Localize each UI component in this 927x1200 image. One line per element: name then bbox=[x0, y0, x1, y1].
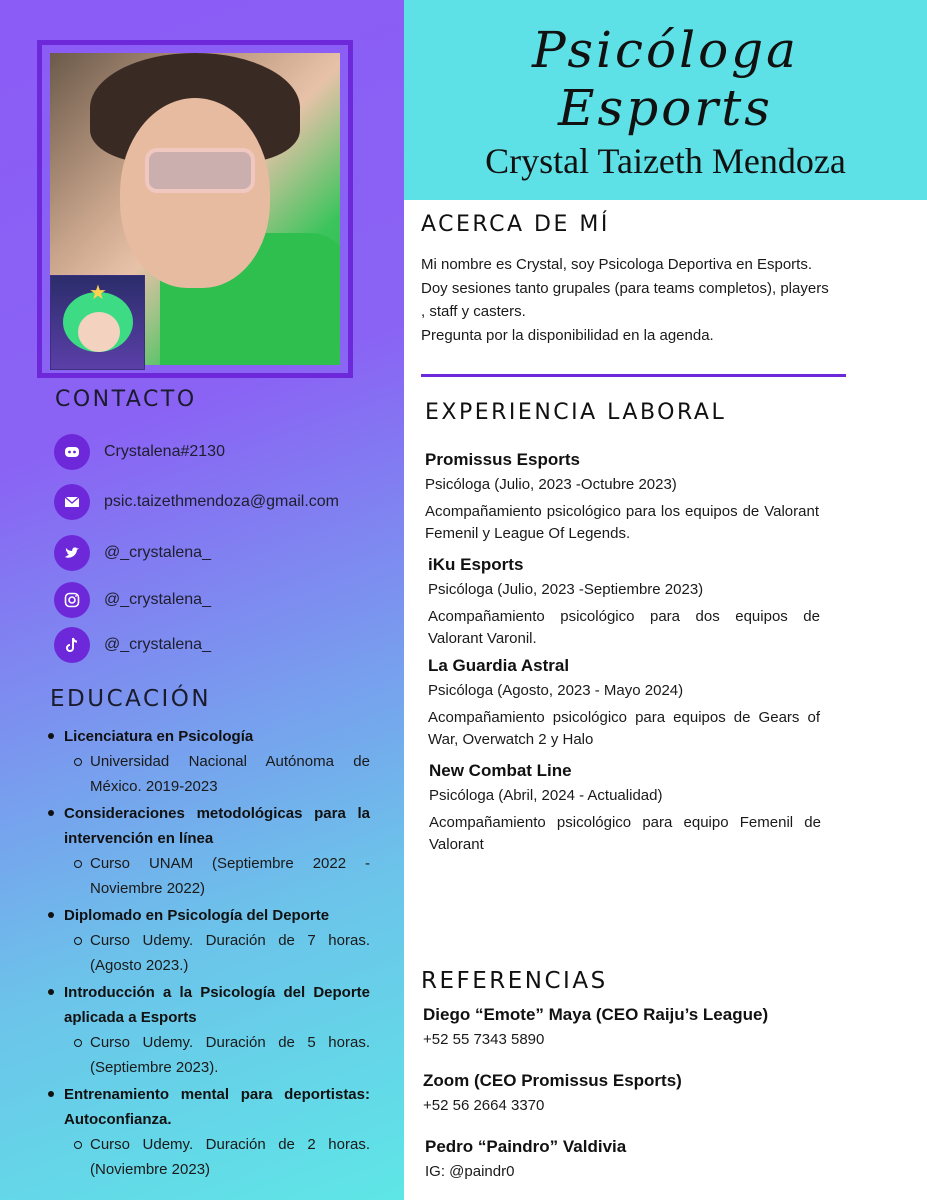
job-role: Psicóloga (Julio, 2023 -Octubre 2023) bbox=[425, 476, 677, 493]
reference-phone: +52 55 7343 5890 bbox=[423, 1031, 545, 1048]
contact-instagram[interactable] bbox=[54, 582, 211, 618]
education-title: Introducción a la Psicología del Deporte aplicada a Esports bbox=[64, 984, 370, 1026]
job-role: Psicóloga (Julio, 2023 -Septiembre 2023) bbox=[428, 581, 704, 598]
job-entry bbox=[428, 653, 820, 751]
education-detail: Curso Udemy. Duración de 7 horas. (Agosto 2023.) bbox=[64, 928, 370, 978]
script-title-line1: Psicóloga bbox=[532, 21, 799, 79]
education-title: Licenciatura en Psicología bbox=[64, 728, 254, 745]
instagram-icon bbox=[54, 582, 90, 618]
job-entry bbox=[425, 447, 819, 545]
list-item bbox=[48, 980, 370, 1080]
education-title: Entrenamiento mental para deportistas: Autoconfianza. bbox=[64, 1086, 370, 1128]
contact-tiktok-text: @_crystalena_ bbox=[104, 636, 211, 653]
contact-twitter-text: @_crystalena_ bbox=[104, 544, 211, 561]
about-line: , staff y casters. bbox=[421, 303, 526, 320]
reference-entry bbox=[423, 1002, 863, 1052]
photo-face bbox=[120, 98, 270, 288]
about-text bbox=[421, 253, 846, 347]
discord-icon bbox=[54, 434, 90, 470]
job-company: Promissus Esports bbox=[425, 450, 580, 469]
references-heading: REFERENCIAS bbox=[421, 968, 608, 994]
script-title-line2: Esports bbox=[558, 79, 773, 137]
contact-discord[interactable] bbox=[54, 434, 225, 470]
job-company: New Combat Line bbox=[429, 761, 572, 780]
job-description: Acompañamiento psicológico para equipos de Gears of War, Overwatch 2 y Halo bbox=[428, 709, 820, 748]
list-item bbox=[48, 724, 370, 799]
section-divider bbox=[421, 374, 846, 377]
job-entry bbox=[429, 758, 821, 856]
about-line: Doy sesiones tanto grupales (para teams completos), players bbox=[421, 279, 829, 297]
contact-email[interactable] bbox=[54, 484, 339, 520]
education-detail: Curso UNAM (Septiembre 2022 - Noviembre 2022) bbox=[64, 851, 370, 901]
contact-twitter[interactable] bbox=[54, 535, 211, 571]
reference-entry bbox=[425, 1134, 865, 1184]
education-detail: Universidad Nacional Autónoma de México. 2019-2023 bbox=[64, 749, 370, 799]
reference-instagram: IG: @paindr0 bbox=[425, 1163, 515, 1180]
contact-email-text: psic.taizethmendoza@gmail.com bbox=[104, 493, 340, 510]
contact-tiktok[interactable] bbox=[54, 627, 211, 663]
photo-glasses bbox=[145, 148, 255, 193]
contact-instagram-text: @_crystalena_ bbox=[104, 591, 211, 608]
job-role: Psicóloga (Agosto, 2023 - Mayo 2024) bbox=[428, 682, 684, 699]
person-name: Crystal Taizeth Mendoza bbox=[485, 141, 846, 181]
email-icon bbox=[54, 484, 90, 520]
list-item bbox=[48, 1082, 370, 1182]
reference-entry bbox=[423, 1068, 863, 1118]
experience-heading: EXPERIENCIA LABORAL bbox=[425, 400, 727, 425]
reference-name: Diego “Emote” Maya (CEO Raiju’s League) bbox=[423, 1005, 769, 1024]
job-company: iKu Esports bbox=[428, 555, 524, 574]
contact-heading: CONTACTO bbox=[55, 387, 197, 412]
reference-name: Zoom (CEO Promissus Esports) bbox=[423, 1071, 682, 1090]
reference-phone: +52 56 2664 3370 bbox=[423, 1097, 545, 1114]
avatar-face bbox=[78, 312, 120, 352]
reference-name: Pedro “Paindro” Valdivia bbox=[425, 1137, 627, 1156]
education-heading: EDUCACIÓN bbox=[50, 686, 212, 712]
star-icon: ★ bbox=[89, 280, 107, 304]
twitter-icon bbox=[54, 535, 90, 571]
education-list bbox=[48, 724, 370, 1184]
education-detail: Curso Udemy. Duración de 2 horas. (Noviembre 2023) bbox=[64, 1132, 370, 1182]
education-detail: Curso Udemy. Duración de 5 horas. (Septiembre 2023). bbox=[64, 1030, 370, 1080]
education-title: Consideraciones metodológicas para la intervención en línea bbox=[64, 805, 370, 847]
job-entry bbox=[428, 552, 820, 650]
about-line: Mi nombre es Crystal, soy Psicologa Deportiva en Esports. bbox=[421, 256, 812, 273]
job-description: Acompañamiento psicológico para dos equipos de Valorant Varonil. bbox=[428, 608, 820, 647]
about-line: Pregunta por la disponibilidad en la agenda. bbox=[421, 326, 714, 344]
tiktok-icon bbox=[54, 627, 90, 663]
game-avatar-badge bbox=[50, 275, 145, 370]
job-role: Psicóloga (Abril, 2024 - Actualidad) bbox=[429, 787, 663, 804]
job-company: La Guardia Astral bbox=[428, 656, 570, 675]
list-item bbox=[48, 903, 370, 978]
education-title: Diplomado en Psicología del Deporte bbox=[64, 907, 330, 924]
contact-discord-text: Crystalena#2130 bbox=[104, 443, 225, 460]
list-item bbox=[48, 801, 370, 901]
job-description: Acompañamiento psicológico para los equipos de Valorant Femenil y League Of Legends. bbox=[425, 503, 819, 542]
about-heading: ACERCA DE MÍ bbox=[421, 212, 610, 237]
job-description: Acompañamiento psicológico para equipo Femenil de Valorant bbox=[429, 814, 821, 853]
